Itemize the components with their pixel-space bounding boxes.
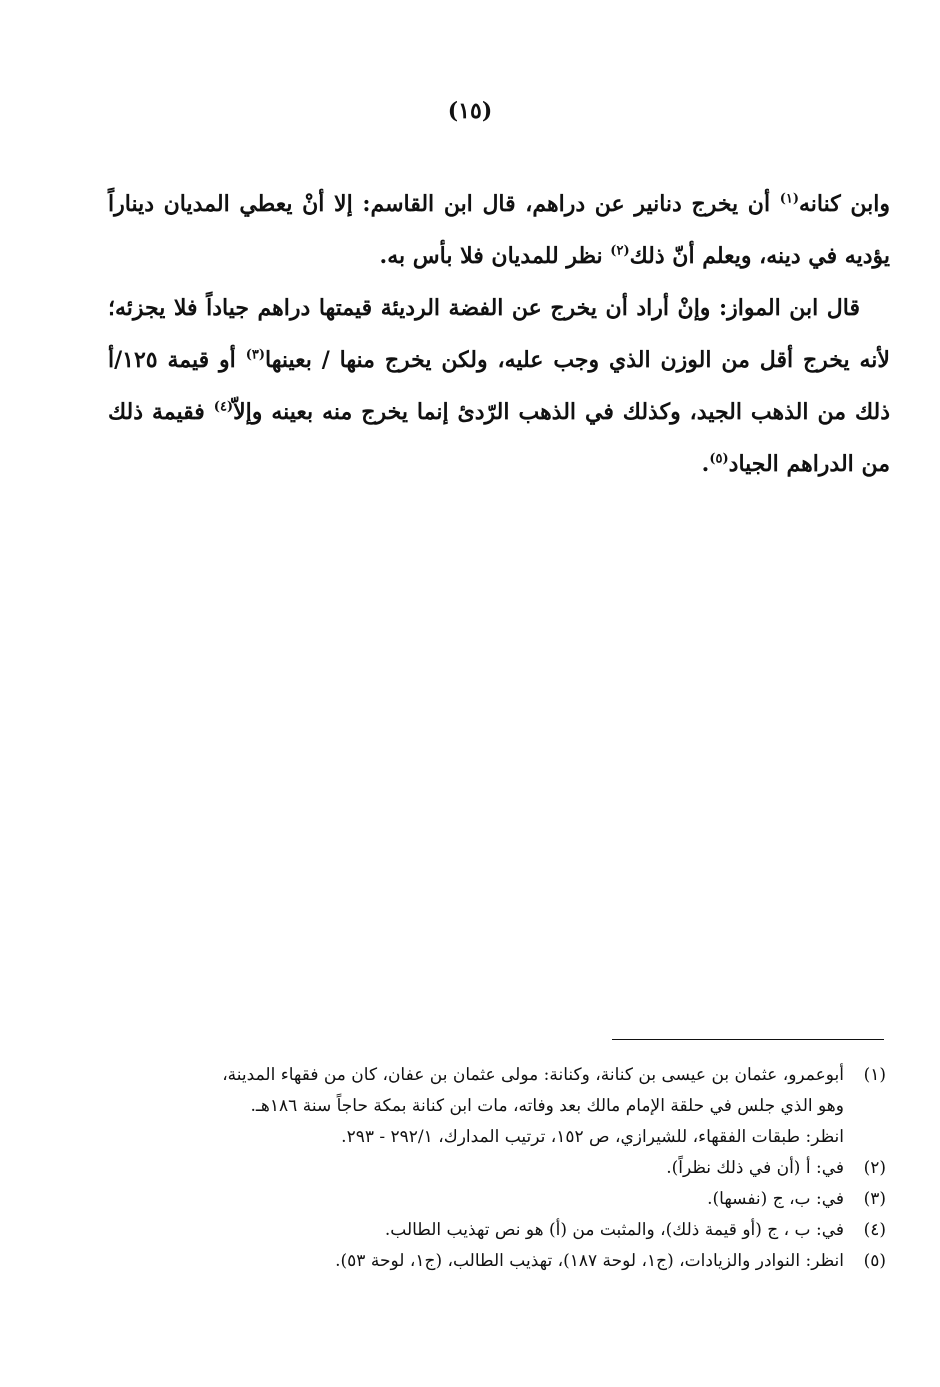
footnote-ref-3: (٣) bbox=[245, 347, 265, 363]
footnote-number: (٥) bbox=[863, 1251, 886, 1271]
footnote-1 bbox=[118, 1060, 886, 1153]
footnote-text bbox=[118, 1215, 844, 1246]
text-span: من الدراهم الجياد bbox=[728, 451, 890, 477]
footnotes bbox=[118, 1060, 886, 1277]
text-span: نظر للمديان فلا بأس به. bbox=[379, 243, 611, 269]
footnote-text bbox=[118, 1060, 844, 1153]
footnote-text bbox=[118, 1246, 844, 1277]
footnote-3 bbox=[118, 1184, 886, 1215]
footnote-ref-5: (٥) bbox=[709, 451, 729, 467]
footnote-4 bbox=[118, 1215, 886, 1246]
footnote-number: (٣) bbox=[863, 1189, 886, 1209]
text-span: أو قيمة ١٢٥/أ bbox=[108, 347, 246, 373]
footnote-line: انظر: النوادر والزيادات، (ج١، لوحة ١٨٧)، تهذيب الطالب، (ج١، لوحة ٥٣). bbox=[335, 1251, 844, 1271]
footnote-number: (١) bbox=[863, 1065, 886, 1085]
footnote-line: انظر: طبقات الفقهاء، للشيرازي، ص ١٥٢، ترتيب المدارك، ٢٩٢/١ - ٢٩٣. bbox=[341, 1127, 844, 1147]
text-span: يجزئه؛ لأنه يخرج أقل من الوزن الذي وجب عليه، ولكن يخرج منها / بعينها bbox=[108, 295, 890, 373]
footnote-number: (٤) bbox=[863, 1220, 886, 1240]
paragraph-2 bbox=[108, 282, 890, 490]
footnote-line: في: ب ، ج (أو قيمة ذلك)، والمثبت من (أ) هو نص تهذيب الطالب. bbox=[384, 1220, 844, 1240]
footnote-5 bbox=[118, 1246, 886, 1277]
footnote-ref-4: (٤) bbox=[213, 399, 234, 415]
footnote-2 bbox=[118, 1153, 886, 1184]
text-span: فقيمة ذلك bbox=[108, 399, 214, 425]
footnote-line: وهو الذي جلس في حلقة الإمام مالك بعد وفاته، مات ابن كنانة بمكة حاجاً سنة ١٨٦هـ. bbox=[250, 1096, 844, 1116]
text-span: يؤديه في دينه، ويعلم أنّ ذلك bbox=[629, 243, 890, 269]
text-span: وابن كنانه bbox=[799, 191, 890, 217]
text-span: ذلك من الذهب الجيد، وكذلك في الذهب الرّدئ إنما يخرج منه بعينه وإلاّ bbox=[233, 399, 890, 425]
footnote-text bbox=[118, 1184, 844, 1215]
footnote-number: (٢) bbox=[863, 1158, 886, 1178]
text-span: . bbox=[701, 451, 710, 477]
footnote-line: أبوعمرو، عثمان بن عيسى بن كنانة، وكنانة: مولى عثمان بن عفان، كان من فقهاء المدينة، bbox=[222, 1065, 844, 1085]
footnote-line: في: أ (أن في ذلك نظراً). bbox=[666, 1158, 844, 1178]
main-text bbox=[108, 178, 890, 490]
footnote-ref-2: (٢) bbox=[610, 243, 630, 259]
footnote-line: في: ب، ج (نفسها). bbox=[707, 1189, 844, 1209]
page-number: (١٥) bbox=[447, 98, 493, 124]
text-span: قال ابن المواز: وإنْ أراد أن يخرج عن الفضة الرديئة قيمتها دراهم جياداً فلا bbox=[173, 295, 860, 321]
text-span: أن يخرج دنانير عن دراهم، قال ابن القاسم: إلا أنْ يعطي المديان ديناراً bbox=[108, 191, 780, 217]
footnote-ref-1: (١) bbox=[779, 191, 800, 207]
footnote-separator bbox=[612, 1039, 884, 1040]
paragraph-1 bbox=[108, 178, 890, 282]
footnote-text bbox=[118, 1153, 844, 1184]
